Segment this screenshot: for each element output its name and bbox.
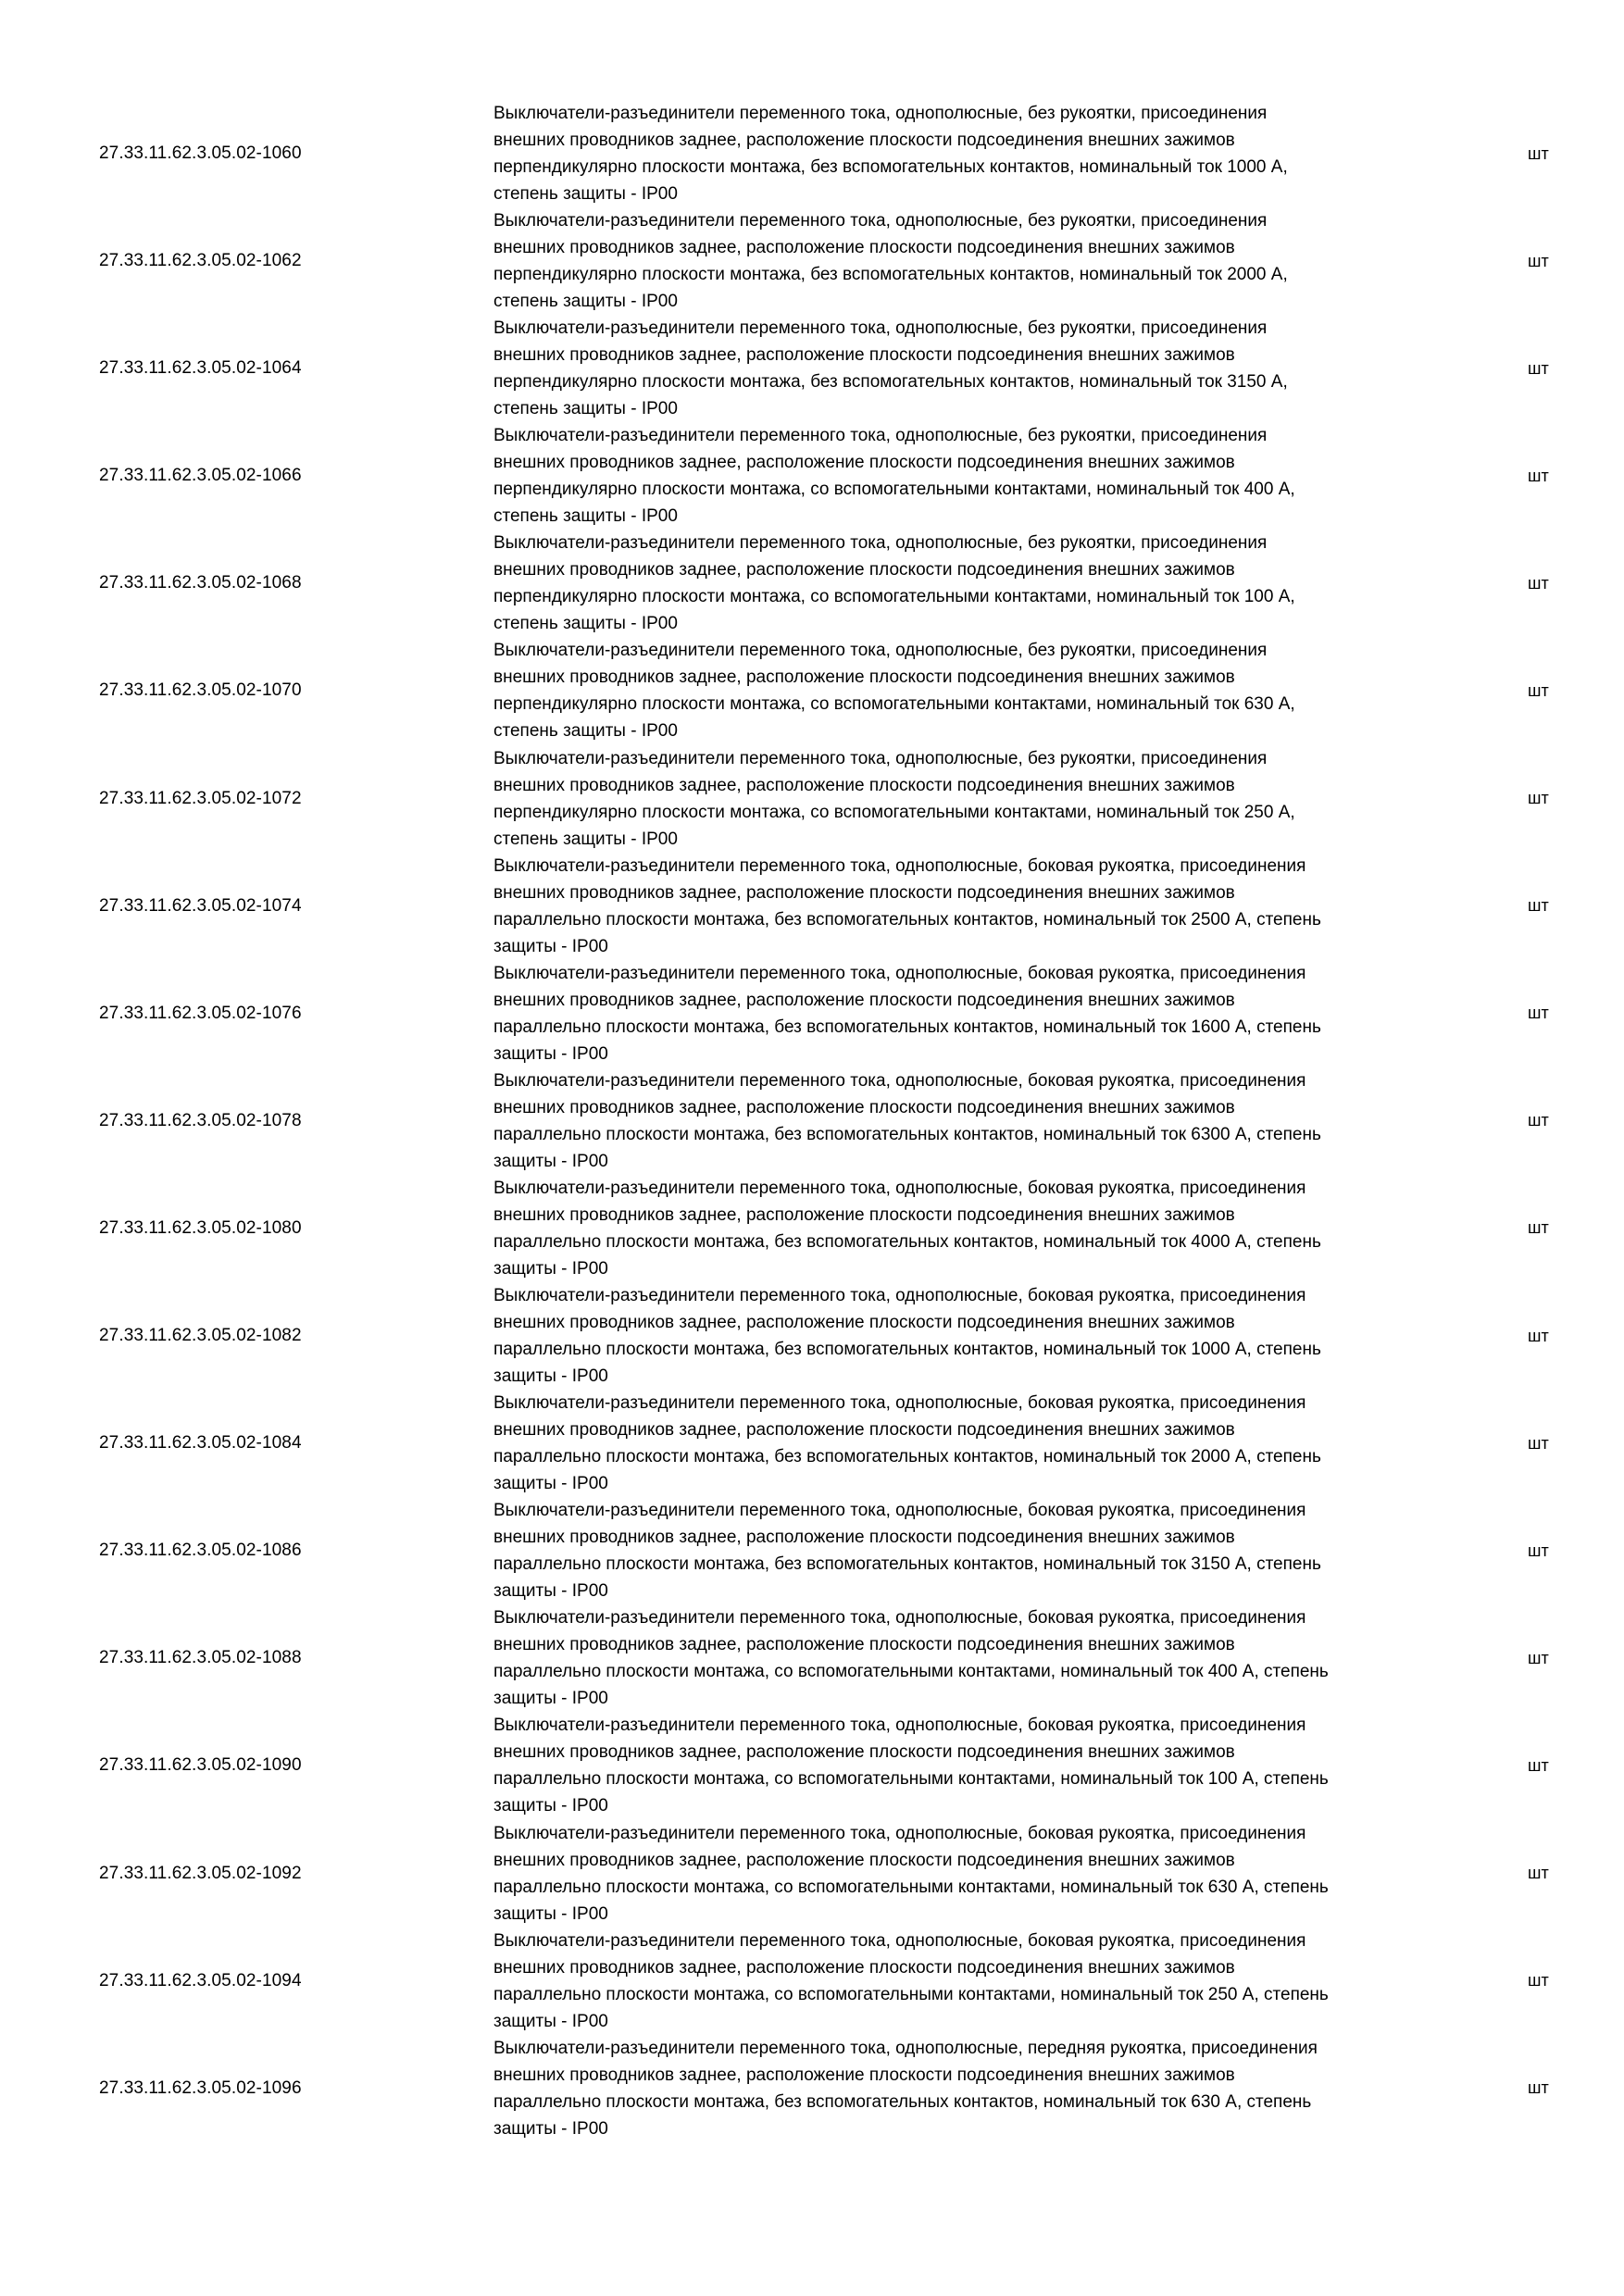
item-unit: шт [1528,1755,1549,1775]
item-description: Выключатели-разъединители переменного тока, однополюсные, без рукоятки, присоединения внешних проводников заднее, расположение плоскости подсоединения внешних зажимов перпендикулярно плоскости монтажа, со вспомогательными контактами, номинальный ток 100 А, степень защиты - IP00 [493,533,1295,634]
item-unit: шт [1528,1218,1549,1238]
table-row [0,100,1624,207]
table-row [0,1390,1624,1497]
table-row [0,1820,1624,1928]
item-code: 27.33.11.62.3.05.02-1082 [99,1326,302,1346]
item-description: Выключатели-разъединители переменного тока, однополюсные, боковая рукоятка, присоединения внешних проводников заднее, расположение плоскости подсоединения внешних зажимов параллельно плоскости монтажа, без вспомогательных контактов, номинальный ток 6300 А, степень защиты - IP00 [493,1070,1321,1171]
item-code: 27.33.11.62.3.05.02-1070 [99,680,302,701]
item-code: 27.33.11.62.3.05.02-1064 [99,358,302,379]
table-row [0,2035,1624,2142]
item-code: 27.33.11.62.3.05.02-1060 [99,144,302,163]
item-code: 27.33.11.62.3.05.02-1096 [99,2078,302,2098]
item-unit: шт [1528,251,1549,270]
table-row [0,1175,1624,1282]
item-description: Выключатели-разъединители переменного тока, однополюсные, без рукоятки, присоединения внешних проводников заднее, расположение плоскости подсоединения внешних зажимов перпендикулярно плоскости монтажа, без вспомогательных контактов, номинальный ток 2000 А, степень защиты - IP00 [493,211,1288,312]
item-description: Выключатели-разъединители переменного тока, однополюсные, боковая рукоятка, присоединения внешних проводников заднее, расположение плоскости подсоединения внешних зажимов параллельно плоскости монтажа, без вспомогательных контактов, номинальный ток 2500 А, степень защиты - IP00 [493,855,1321,956]
table-row [0,1497,1624,1604]
item-description: Выключатели-разъединители переменного тока, однополюсные, боковая рукоятка, присоединения внешних проводников заднее, расположение плоскости подсоединения внешних зажимов параллельно плоскости монтажа, со вспомогательными контактами, номинальный ток 400 А, степень защиты - IP00 [493,1608,1329,1709]
table-row [0,1282,1624,1390]
item-code: 27.33.11.62.3.05.02-1084 [99,1433,302,1454]
item-description: Выключатели-разъединители переменного тока, однополюсные, боковая рукоятка, присоединения внешних проводников заднее, расположение плоскости подсоединения внешних зажимов параллельно плоскости монтажа, без вспомогательных контактов, номинальный ток 3150 А, степень защиты - IP00 [493,1501,1321,1602]
item-description: Выключатели-разъединители переменного тока, однополюсные, боковая рукоятка, присоединения внешних проводников заднее, расположение плоскости подсоединения внешних зажимов параллельно плоскости монтажа, без вспомогательных контактов, номинальный ток 1600 А, степень защиты - IP00 [493,963,1321,1064]
item-code: 27.33.11.62.3.05.02-1080 [99,1217,302,1238]
table-row [0,530,1624,637]
item-code: 27.33.11.62.3.05.02-1072 [99,788,302,808]
item-unit: шт [1528,144,1549,163]
item-code: 27.33.11.62.3.05.02-1062 [99,251,302,271]
table-row [0,1928,1624,2035]
table-row [0,745,1624,853]
item-code: 27.33.11.62.3.05.02-1068 [99,573,302,593]
item-description: Выключатели-разъединители переменного тока, однополюсные, без рукоятки, присоединения внешних проводников заднее, расположение плоскости подсоединения внешних зажимов перпендикулярно плоскости монтажа, со вспомогательными контактами, номинальный ток 630 А, степень защиты - IP00 [493,641,1295,742]
item-code: 27.33.11.62.3.05.02-1066 [99,466,302,486]
table-row [0,422,1624,530]
item-unit: шт [1528,466,1549,485]
item-unit: шт [1528,1326,1549,1345]
item-code: 27.33.11.62.3.05.02-1094 [99,1970,302,1990]
item-code: 27.33.11.62.3.05.02-1092 [99,1863,302,1883]
item-description: Выключатели-разъединители переменного тока, однополюсные, боковая рукоятка, присоединения внешних проводников заднее, расположение плоскости подсоединения внешних зажимов параллельно плоскости монтажа, без вспомогательных контактов, номинальный ток 1000 А, степень защиты - IP00 [493,1286,1321,1387]
item-description: Выключатели-разъединители переменного тока, однополюсные, боковая рукоятка, присоединения внешних проводников заднее, расположение плоскости подсоединения внешних зажимов параллельно плоскости монтажа, со вспомогательными контактами, номинальный ток 100 А, степень защиты - IP00 [493,1716,1329,1816]
item-description: Выключатели-разъединители переменного тока, однополюсные, без рукоятки, присоединения внешних проводников заднее, расположение плоскости подсоединения внешних зажимов перпендикулярно плоскости монтажа, без вспомогательных контактов, номинальный ток 3150 А, степень защиты - IP00 [493,318,1288,419]
table-row [0,637,1624,744]
item-description: Выключатели-разъединители переменного тока, однополюсные, без рукоятки, присоединения внешних проводников заднее, расположение плоскости подсоединения внешних зажимов перпендикулярно плоскости монтажа, без вспомогательных контактов, номинальный ток 1000 А, степень защиты - IP00 [493,104,1288,204]
item-unit: шт [1528,1541,1549,1560]
item-description: Выключатели-разъединители переменного тока, однополюсные, боковая рукоятка, присоединения внешних проводников заднее, расположение плоскости подсоединения внешних зажимов параллельно плоскости монтажа, со вспомогательными контактами, номинальный ток 630 А, степень защиты - IP00 [493,1823,1329,1924]
item-description: Выключатели-разъединители переменного тока, однополюсные, передняя рукоятка, присоединения внешних проводников заднее, расположение плоскости подсоединения внешних зажимов параллельно плоскости монтажа, без вспомогательных контактов, номинальный ток 630 А, степень защиты - IP00 [493,2038,1318,2139]
item-code: 27.33.11.62.3.05.02-1078 [99,1110,302,1130]
table-row [0,207,1624,315]
table-row [0,853,1624,960]
item-description: Выключатели-разъединители переменного тока, однополюсные, боковая рукоятка, присоединения внешних проводников заднее, расположение плоскости подсоединения внешних зажимов параллельно плоскости монтажа, без вспомогательных контактов, номинальный ток 2000 А, степень защиты - IP00 [493,1393,1321,1494]
table-row [0,315,1624,422]
table-row [0,960,1624,1067]
item-unit: шт [1528,2078,1549,2098]
item-unit: шт [1528,1111,1549,1130]
item-code: 27.33.11.62.3.05.02-1088 [99,1648,302,1668]
item-code: 27.33.11.62.3.05.02-1076 [99,1003,302,1023]
item-description: Выключатели-разъединители переменного тока, однополюсные, без рукоятки, присоединения внешних проводников заднее, расположение плоскости подсоединения внешних зажимов перпендикулярно плоскости монтажа, со вспомогательными контактами, номинальный ток 400 А, степень защиты - IP00 [493,426,1295,527]
item-unit: шт [1528,1864,1549,1882]
item-code: 27.33.11.62.3.05.02-1090 [99,1755,302,1776]
item-description: Выключатели-разъединители переменного тока, однополюсные, боковая рукоятка, присоединения внешних проводников заднее, расположение плоскости подсоединения внешних зажимов параллельно плоскости монтажа, без вспомогательных контактов, номинальный ток 4000 А, степень защиты - IP00 [493,1178,1321,1279]
item-unit: шт [1528,789,1549,808]
item-unit: шт [1528,573,1549,593]
item-code: 27.33.11.62.3.05.02-1086 [99,1541,302,1561]
table-row [0,1604,1624,1712]
table-row [0,1712,1624,1819]
item-unit: шт [1528,1004,1549,1023]
item-description: Выключатели-разъединители переменного тока, однополюсные, боковая рукоятка, присоединения внешних проводников заднее, расположение плоскости подсоединения внешних зажимов параллельно плоскости монтажа, со вспомогательными контактами, номинальный ток 250 А, степень защиты - IP00 [493,1930,1329,2031]
item-unit: шт [1528,896,1549,916]
table-row [0,1067,1624,1175]
item-unit: шт [1528,1971,1549,1990]
item-unit: шт [1528,1648,1549,1667]
item-description: Выключатели-разъединители переменного тока, однополюсные, без рукоятки, присоединения внешних проводников заднее, расположение плоскости подсоединения внешних зажимов перпендикулярно плоскости монтажа, со вспомогательными контактами, номинальный ток 250 А, степень защиты - IP00 [493,748,1295,849]
item-code: 27.33.11.62.3.05.02-1074 [99,895,302,916]
item-unit: шт [1528,1433,1549,1453]
item-unit: шт [1528,358,1549,378]
item-unit: шт [1528,680,1549,700]
